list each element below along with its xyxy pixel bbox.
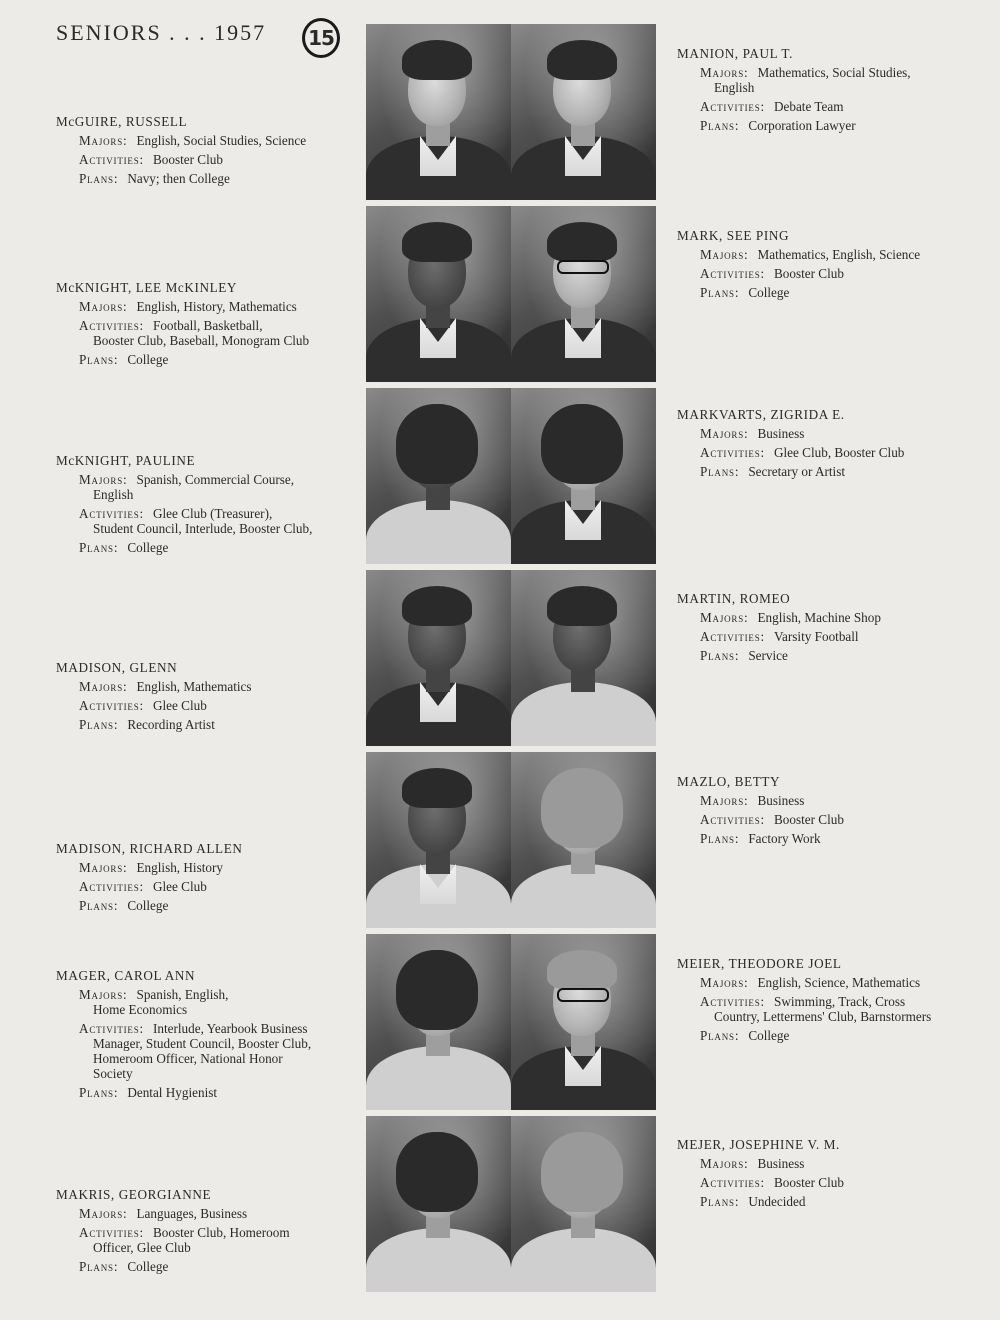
majors-label: Majors: xyxy=(79,472,128,487)
plans-value: College xyxy=(748,1028,790,1043)
senior-entry xyxy=(56,660,252,736)
senior-entry xyxy=(56,453,312,559)
plans-value: Undecided xyxy=(748,1194,806,1209)
majors-value: Spanish, Commercial Course, xyxy=(136,472,294,487)
portrait-photo xyxy=(366,934,511,1110)
activities-label: Activities: xyxy=(79,698,144,713)
activities-value: Society xyxy=(93,1066,133,1081)
activities-field xyxy=(56,1021,311,1081)
majors-value: Languages, Business xyxy=(136,1206,248,1221)
plans-value: Secretary or Artist xyxy=(748,464,845,479)
student-name: MANION, PAUL T. xyxy=(677,46,793,61)
student-name: MAKRIS, GEORGIANNE xyxy=(56,1187,212,1202)
senior-entry xyxy=(677,46,911,137)
activities-label: Activities: xyxy=(79,152,144,167)
plans-value: Corporation Lawyer xyxy=(748,118,856,133)
plans-value: Recording Artist xyxy=(127,717,215,732)
activities-value: Manager, Student Council, Booster Club, xyxy=(93,1036,312,1051)
portrait-photo xyxy=(511,570,656,746)
plans-label: Plans: xyxy=(79,352,119,367)
senior-entry xyxy=(677,228,920,304)
portrait-photo xyxy=(511,206,656,382)
plans-label: Plans: xyxy=(79,171,119,186)
activities-field xyxy=(56,152,306,167)
plans-field xyxy=(677,464,904,479)
majors-field xyxy=(56,1206,290,1221)
majors-field xyxy=(677,610,881,625)
plans-field xyxy=(56,717,252,732)
majors-value: English, History xyxy=(136,860,223,875)
portrait-photo xyxy=(366,206,511,382)
student-name: McKNIGHT, PAULINE xyxy=(56,453,196,468)
portrait-photo xyxy=(366,752,511,928)
plans-field xyxy=(56,1259,290,1274)
majors-label: Majors: xyxy=(79,679,128,694)
student-name: MEJER, JOSEPHINE V. M. xyxy=(677,1137,840,1152)
activities-field xyxy=(677,629,881,644)
majors-label: Majors: xyxy=(700,1156,749,1171)
plans-field xyxy=(56,898,242,913)
activities-value: Glee Club (Treasurer), xyxy=(152,506,273,521)
plans-field xyxy=(677,118,911,133)
senior-entry xyxy=(677,774,844,850)
majors-value: English xyxy=(93,487,134,502)
activities-value: Varsity Football xyxy=(773,629,859,644)
plans-field xyxy=(56,540,312,555)
activities-value: Booster Club, Baseball, Monogram Club xyxy=(93,333,310,348)
majors-field xyxy=(677,65,911,95)
student-name: McKNIGHT, LEE McKINLEY xyxy=(56,280,238,295)
majors-value: English, Mathematics xyxy=(136,679,252,694)
senior-entry xyxy=(56,841,242,917)
activities-value: Student Council, Interlude, Booster Club, xyxy=(93,521,313,536)
majors-field xyxy=(677,426,904,441)
plans-field xyxy=(56,1085,311,1100)
activities-field xyxy=(56,879,242,894)
plans-label: Plans: xyxy=(700,464,740,479)
majors-value: Business xyxy=(757,426,805,441)
majors-field xyxy=(677,975,931,990)
plans-label: Plans: xyxy=(700,648,740,663)
majors-label: Majors: xyxy=(79,133,128,148)
senior-entry xyxy=(56,1187,290,1278)
activities-label: Activities: xyxy=(700,445,765,460)
plans-label: Plans: xyxy=(79,898,119,913)
activities-field xyxy=(56,318,309,348)
majors-field xyxy=(56,472,312,502)
plans-field xyxy=(56,171,306,186)
majors-label: Majors: xyxy=(700,793,749,808)
majors-field xyxy=(677,1156,844,1171)
majors-field xyxy=(56,860,242,875)
activities-label: Activities: xyxy=(700,629,765,644)
activities-field xyxy=(677,994,931,1024)
majors-field xyxy=(677,247,920,262)
activities-value: Booster Club, Homeroom xyxy=(152,1225,290,1240)
plans-label: Plans: xyxy=(700,285,740,300)
activities-label: Activities: xyxy=(700,994,765,1009)
activities-value: Swimming, Track, Cross xyxy=(773,994,906,1009)
activities-value: Glee Club, Booster Club xyxy=(773,445,905,460)
student-name: MADISON, RICHARD ALLEN xyxy=(56,841,243,856)
portrait-photo xyxy=(366,388,511,564)
activities-field xyxy=(677,99,911,114)
activities-field xyxy=(677,445,904,460)
plans-label: Plans: xyxy=(79,717,119,732)
majors-value: English, Social Studies, Science xyxy=(136,133,307,148)
plans-value: Navy; then College xyxy=(127,171,230,186)
majors-field xyxy=(677,793,844,808)
activities-value: Officer, Glee Club xyxy=(93,1240,191,1255)
activities-field xyxy=(56,1225,290,1255)
majors-value: English, Science, Mathematics xyxy=(757,975,921,990)
activities-label: Activities: xyxy=(79,1225,144,1240)
activities-label: Activities: xyxy=(79,506,144,521)
senior-entry xyxy=(56,968,311,1104)
plans-label: Plans: xyxy=(79,1085,119,1100)
activities-label: Activities: xyxy=(79,1021,144,1036)
plans-field xyxy=(677,1194,844,1209)
majors-label: Majors: xyxy=(79,1206,128,1221)
majors-label: Majors: xyxy=(700,65,749,80)
student-name: MARKVARTS, ZIGRIDA E. xyxy=(677,407,845,422)
plans-value: Factory Work xyxy=(748,831,821,846)
majors-value: Mathematics, Social Studies, xyxy=(757,65,911,80)
portrait-photo xyxy=(366,1116,511,1292)
plans-label: Plans: xyxy=(79,1259,119,1274)
student-name: MARK, SEE PING xyxy=(677,228,790,243)
senior-entry xyxy=(56,280,309,371)
plans-label: Plans: xyxy=(700,1194,740,1209)
student-name: MARTIN, ROMEO xyxy=(677,591,791,606)
senior-entry xyxy=(56,114,306,190)
portrait-photo xyxy=(511,752,656,928)
majors-value: Home Economics xyxy=(93,1002,188,1017)
plans-label: Plans: xyxy=(700,1028,740,1043)
plans-value: College xyxy=(127,352,169,367)
student-name: MAZLO, BETTY xyxy=(677,774,781,789)
plans-field xyxy=(677,1028,931,1043)
plans-value: Dental Hygienist xyxy=(127,1085,218,1100)
activities-value: Country, Lettermens' Club, Barnstormers xyxy=(714,1009,932,1024)
activities-field xyxy=(56,506,312,536)
majors-value: Mathematics, English, Science xyxy=(757,247,921,262)
senior-entry xyxy=(677,591,881,667)
portrait-photo xyxy=(511,934,656,1110)
majors-label: Majors: xyxy=(700,426,749,441)
student-name: MAGER, CAROL ANN xyxy=(56,968,196,983)
majors-label: Majors: xyxy=(700,610,749,625)
majors-label: Majors: xyxy=(79,860,128,875)
activities-field xyxy=(677,266,920,281)
activities-label: Activities: xyxy=(700,99,765,114)
page-number-circle: 15 xyxy=(302,18,340,58)
activities-value: Football, Basketball, xyxy=(152,318,263,333)
majors-field xyxy=(56,679,252,694)
majors-value: English, Machine Shop xyxy=(757,610,881,625)
activities-value: Glee Club xyxy=(152,698,207,713)
activities-field xyxy=(677,1175,844,1190)
portrait-photo xyxy=(366,570,511,746)
page-title: SENIORS . . . 1957 xyxy=(56,20,267,45)
activities-value: Booster Club xyxy=(773,812,844,827)
activities-field xyxy=(56,698,252,713)
plans-field xyxy=(677,285,920,300)
activities-label: Activities: xyxy=(700,1175,765,1190)
activities-value: Booster Club xyxy=(152,152,223,167)
plans-value: College xyxy=(127,898,169,913)
plans-label: Plans: xyxy=(700,118,740,133)
activities-value: Homeroom Officer, National Honor xyxy=(93,1051,283,1066)
plans-value: Service xyxy=(748,648,788,663)
plans-value: College xyxy=(127,540,169,555)
plans-value: College xyxy=(748,285,790,300)
senior-entry xyxy=(677,956,931,1047)
plans-field xyxy=(677,831,844,846)
activities-label: Activities: xyxy=(700,812,765,827)
student-name: MADISON, GLENN xyxy=(56,660,178,675)
activities-value: Booster Club xyxy=(773,1175,844,1190)
majors-field xyxy=(56,133,306,148)
plans-label: Plans: xyxy=(700,831,740,846)
senior-entry xyxy=(677,407,904,483)
portrait-photo xyxy=(511,24,656,200)
majors-label: Majors: xyxy=(79,299,128,314)
student-name: MEIER, THEODORE JOEL xyxy=(677,956,842,971)
portrait-photo xyxy=(511,1116,656,1292)
activities-value: Booster Club xyxy=(773,266,844,281)
majors-label: Majors: xyxy=(79,987,128,1002)
majors-value: English, History, Mathematics xyxy=(136,299,297,314)
activities-field xyxy=(677,812,844,827)
student-name: McGUIRE, RUSSELL xyxy=(56,114,188,129)
majors-label: Majors: xyxy=(700,975,749,990)
majors-field xyxy=(56,987,311,1017)
senior-entry xyxy=(677,1137,844,1213)
majors-value: Spanish, English, xyxy=(136,987,229,1002)
activities-value: Glee Club xyxy=(152,879,207,894)
plans-value: College xyxy=(127,1259,169,1274)
majors-label: Majors: xyxy=(700,247,749,262)
portrait-photo xyxy=(511,388,656,564)
plans-label: Plans: xyxy=(79,540,119,555)
activities-value: Debate Team xyxy=(773,99,844,114)
activities-label: Activities: xyxy=(700,266,765,281)
majors-field xyxy=(56,299,309,314)
majors-value: Business xyxy=(757,1156,805,1171)
plans-field xyxy=(677,648,881,663)
activities-label: Activities: xyxy=(79,318,144,333)
portrait-photo xyxy=(366,24,511,200)
majors-value: Business xyxy=(757,793,805,808)
plans-field xyxy=(56,352,309,367)
majors-value: English xyxy=(714,80,755,95)
activities-value: Interlude, Yearbook Business xyxy=(152,1021,308,1036)
activities-label: Activities: xyxy=(79,879,144,894)
